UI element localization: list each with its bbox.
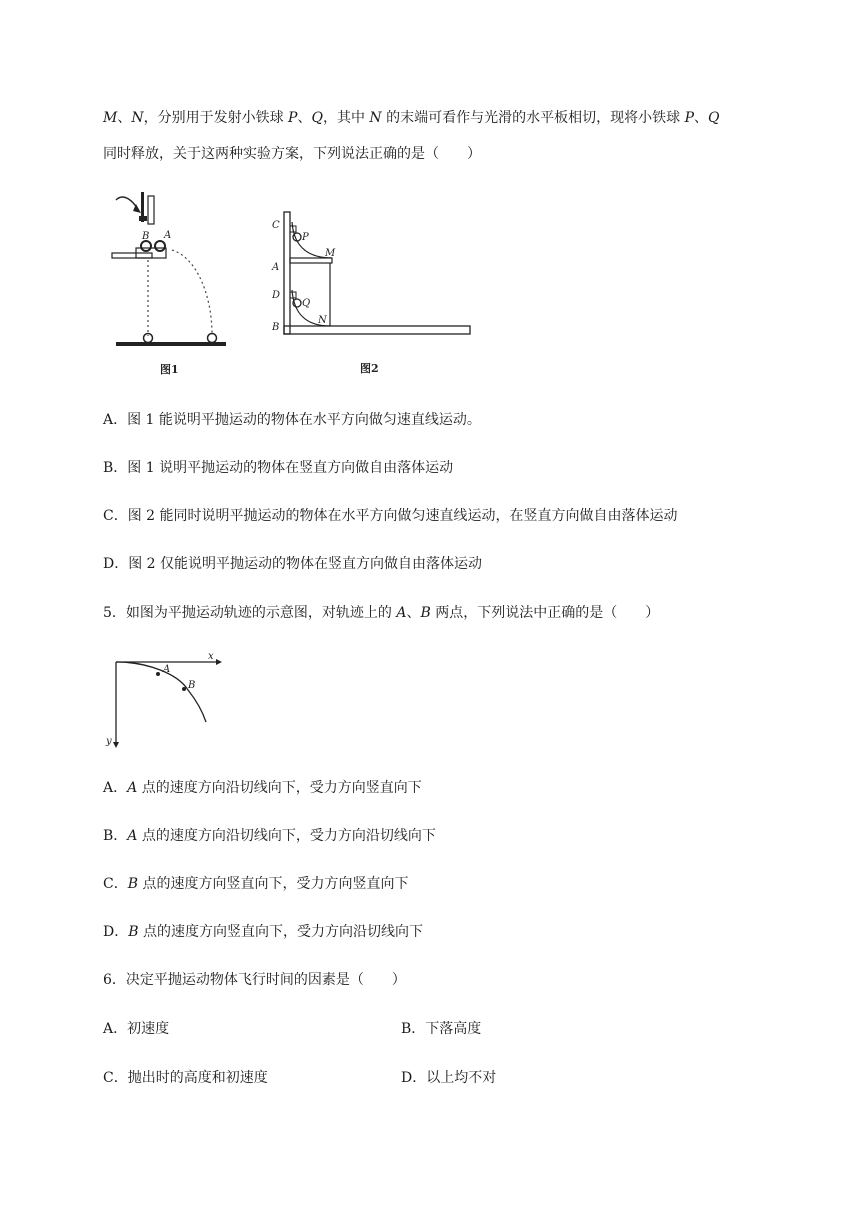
x-axis-label: x [208, 651, 214, 662]
question-4-stem-line2: 同时释放，关于这两种实验方案，下列说法正确的是（ ） [103, 146, 481, 162]
question-4-option-c: C．图 2 能同时说明平抛运动的物体在水平方向做匀速直线运动，在竖直方向做自由落体运动 [103, 508, 678, 524]
y-axis-label: y [106, 736, 112, 747]
figure-1-label-a: A [164, 230, 172, 241]
figure-1-label-b: B [142, 231, 150, 242]
figure-2-label-p: P [302, 232, 309, 243]
figure-1-caption: 图1 [160, 363, 179, 376]
figure-2-label-c: C [272, 220, 280, 231]
question-5-stem: 5．如图为平抛运动轨迹的示意图，对轨迹上的 A、B 两点，下列说法中正确的是（ ） [103, 605, 660, 621]
question-5-option-c: C．B 点的速度方向竖直向下，受力方向竖直向下 [103, 876, 409, 892]
question-4-stem-line1: M、N，分别用于发射小铁球 P、Q，其中 N 的末端可看作与光滑的水平板相切，现将小铁球 P、Q [103, 110, 720, 126]
figure-1-diagram [108, 188, 233, 378]
figure-2-diagram [268, 210, 473, 380]
question-6-option-b: B．下落高度 [401, 1021, 482, 1037]
question-6-option-d: D．以上均不对 [401, 1070, 497, 1086]
question-4-option-d: D．图 2 仅能说明平抛运动的物体在竖直方向做自由落体运动 [103, 556, 483, 572]
question-5-option-d: D．B 点的速度方向竖直向下，受力方向沿切线向下 [103, 924, 423, 940]
question-6-stem: 6．决定平抛运动物体飞行时间的因素是（ ） [103, 972, 406, 988]
figure-2-label-b: B [272, 322, 280, 333]
figure-2-label-q: Q [302, 298, 311, 309]
point-a-label: A [163, 664, 171, 675]
figure-2-label-a: A [272, 262, 280, 273]
figure-2-label-d: D [272, 290, 281, 301]
question-5-option-a: A．A 点的速度方向沿切线向下，受力方向竖直向下 [103, 780, 422, 796]
question-4-option-b: B．图 1 说明平抛运动的物体在竖直方向做自由落体运动 [103, 460, 454, 476]
figure-2-label-m: M [325, 248, 336, 259]
question-4-option-a: A．图 1 能说明平抛运动的物体在水平方向做匀速直线运动。 [103, 412, 481, 428]
figure-2-label-n: N [318, 315, 327, 326]
trajectory-diagram [108, 652, 228, 752]
question-6-option-c: C．抛出时的高度和初速度 [103, 1070, 268, 1086]
figure-2-caption: 图2 [360, 362, 379, 375]
question-6-option-a: A．初速度 [103, 1021, 170, 1037]
point-b-label: B [188, 680, 196, 691]
question-5-option-b: B．A 点的速度方向沿切线向下，受力方向沿切线向下 [103, 828, 436, 844]
